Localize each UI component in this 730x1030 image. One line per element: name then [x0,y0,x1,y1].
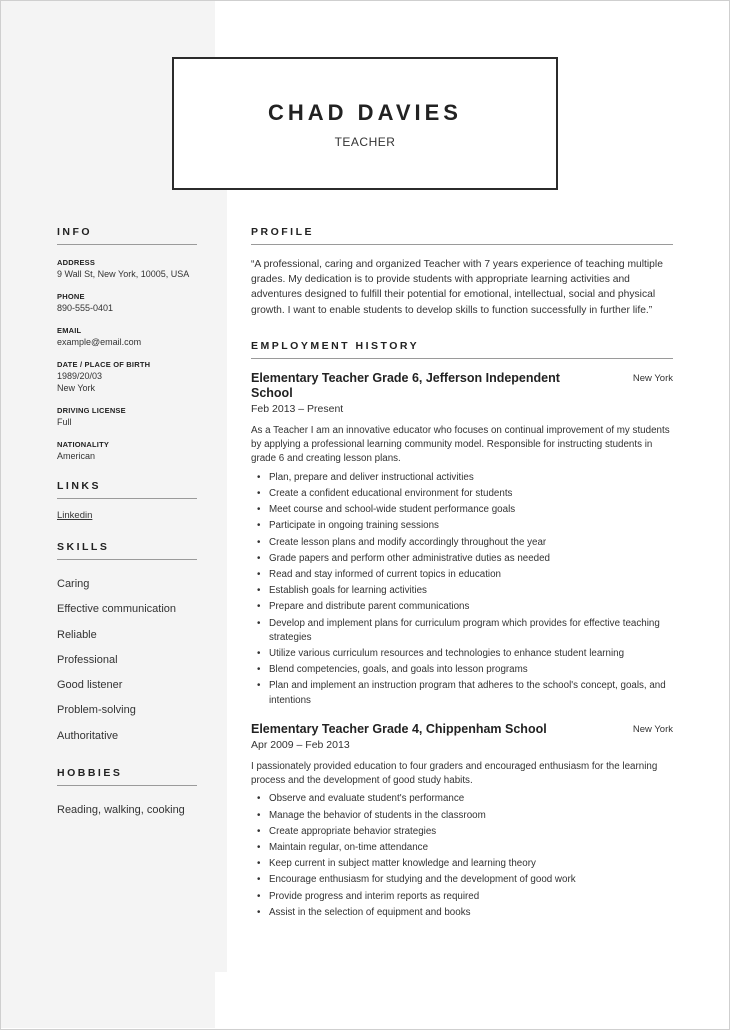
skill-item: Problem-solving [57,704,136,717]
info-section-title: INFO [57,226,197,245]
job-duty: • Create lesson plans and modify accordingly throughout the year [251,536,673,550]
info-label: ADDRESS [57,258,96,267]
info-nationality [57,439,197,462]
job-duty: • Provide progress and interim reports as required [251,890,673,904]
hobby-item: Reading, walking, cooking [57,804,185,817]
hobbies-section-title: HOBBIES [57,767,197,786]
job-duty: • Manage the behavior of students in the classroom [251,809,673,823]
job-duty: • Plan and implement an instruction program that adheres to the school's concept, goals, and intentions [251,679,673,707]
job-duty: • Establish goals for learning activities [251,584,673,598]
info-label: EMAIL [57,326,82,335]
job-dates: Apr 2009 – Feb 2013 [251,738,350,751]
links-section-title: LINKS [57,480,197,499]
name-header-box [172,57,558,190]
job-duty: • Utilize various curriculum resources and technologies to enhance student learning [251,647,673,661]
job-duty: • Read and stay informed of current topics in education [251,568,673,582]
skill-item: Authoritative [57,729,119,742]
info-label: PHONE [57,292,85,301]
info-value: example@email.com [57,337,142,347]
job-title: Elementary Teacher Grade 6, Jefferson Independent School [251,370,560,400]
job-dates: Feb 2013 – Present [251,402,344,415]
main-content [251,226,673,934]
info-phone [57,291,197,314]
job-duty: • Blend competencies, goals, and goals into lesson programs [251,663,673,677]
job-duty: • Participate in ongoing training sessions [251,519,673,533]
info-label: DRIVING LICENSE [57,406,126,415]
info-value: 890-555-0401 [57,303,114,313]
info-label: DATE / PLACE OF BIRTH [57,360,151,369]
job-duty: • Develop and implement plans for curriculum program which provides for effective teaching strategies [251,617,673,645]
job-title: Elementary Teacher Grade 4, Chippenham School [251,721,547,736]
skill-item: Effective communication [57,603,177,616]
job-duty: • Maintain regular, on-time attendance [251,841,673,855]
skills-section-title: SKILLS [57,541,197,560]
job-duty: • Plan, prepare and deliver instructional activities [251,471,673,485]
skill-item: Professional [57,653,118,666]
skill-item: Caring [57,578,90,590]
job-duty: • Assist in the selection of equipment and books [251,906,673,920]
info-value: 1989/20/03 New York [57,371,103,393]
skill-item: Reliable [57,628,97,641]
job-duty: • Create a confident educational environment for students [251,487,673,501]
job-duty: • Grade papers and perform other administrative duties as needed [251,552,673,566]
job-duty: • Encourage enthusiasm for studying and the development of good work [251,873,673,887]
job-duty: • Meet course and school-wide student performance goals [251,503,673,517]
info-value: 9 Wall St, New York, 10005, USA [57,269,190,279]
job-entry [251,371,673,708]
job-header [251,371,673,401]
skill-item: Good listener [57,679,123,692]
candidate-name: CHAD DAVIES [268,100,462,125]
profile-summary: “A professional, caring and organized Teacher with 7 years experience of teaching multiple grades. My dedication is to provide students with appropriate learning activities and adventures designed to fulfill their potential for emotional, intellectual, social and physical growth. I want to enable students to develop skills to function successfully in further life.” [251,259,663,316]
job-duties-list [251,792,673,920]
profile-section-title: PROFILE [251,226,673,245]
info-email [57,325,197,348]
linkedin-link[interactable]: Linkedin [57,510,93,521]
info-label: NATIONALITY [57,440,110,449]
job-duty: • Keep current in subject matter knowledge and learning theory [251,857,673,871]
job-duties-list [251,471,673,708]
info-birth [57,359,197,394]
info-value: Full [57,417,72,427]
job-description: I passionately provided education to four graders and encouraged enthusiasm for the learning process and the development of good study habits. [251,760,658,787]
job-duty: • Create appropriate behavior strategies [251,825,673,839]
job-description: As a Teacher I am an innovative educator who focuses on continual improvement of my students by applying a professional learning community model. Responsible for instructing students in grade 6 and creating lesson plans. [251,424,670,465]
job-entry [251,722,673,920]
job-location: New York [632,723,673,735]
job-location: New York [632,372,673,384]
job-header [251,722,673,737]
candidate-role: TEACHER [334,135,396,149]
info-value: American [57,451,96,461]
info-address [57,257,197,280]
job-duty: • Prepare and distribute parent communications [251,600,673,614]
info-driving-license [57,405,197,428]
employment-section-title: EMPLOYMENT HISTORY [251,340,673,359]
sidebar [57,226,197,823]
job-duty: • Observe and evaluate student's performance [251,792,673,806]
